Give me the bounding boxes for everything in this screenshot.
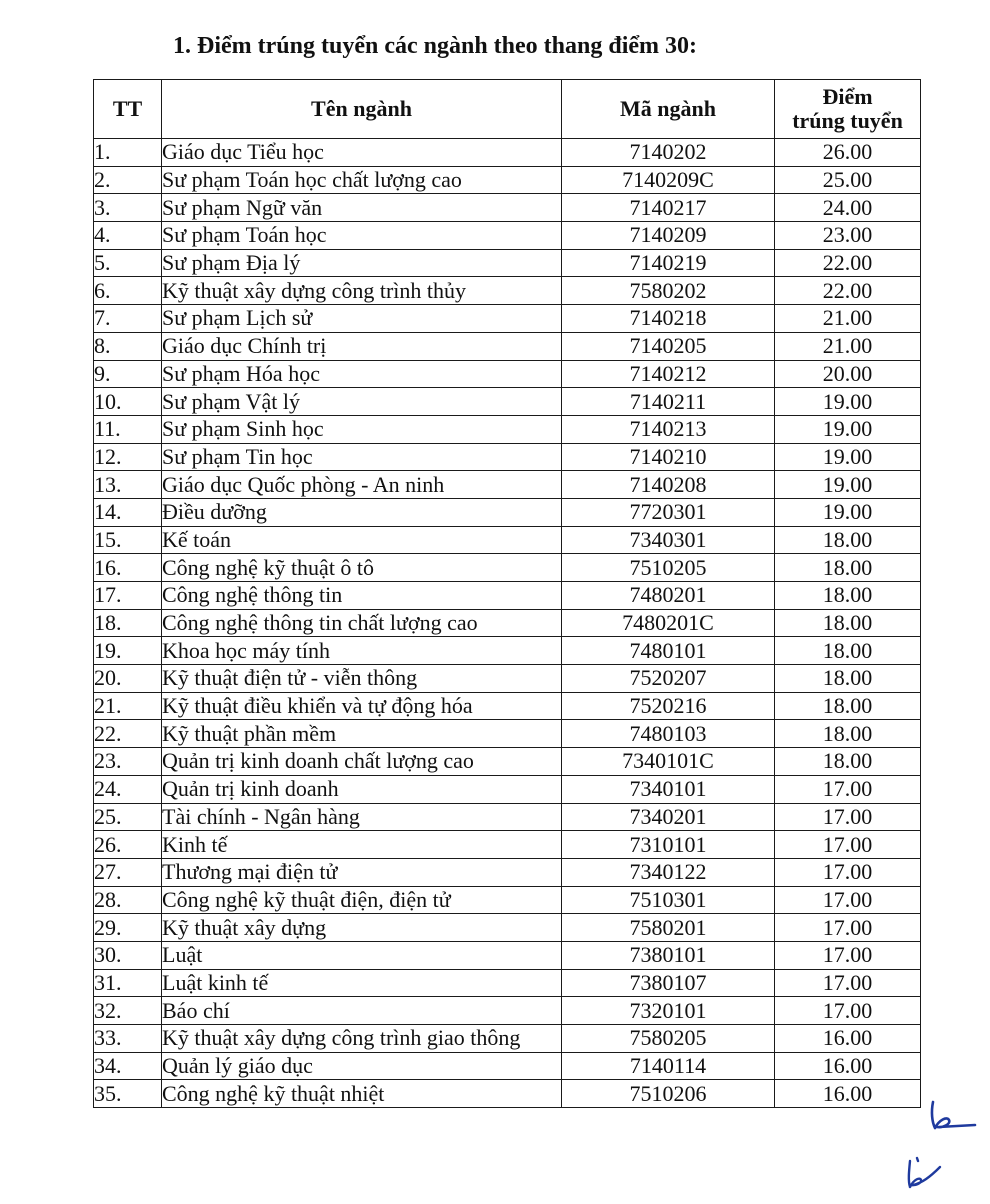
major-code: 7340201 <box>562 803 775 831</box>
admission-score: 22.00 <box>775 277 921 305</box>
major-code: 7480103 <box>562 720 775 748</box>
major-code: 7340101 <box>562 775 775 803</box>
table-row <box>94 775 921 803</box>
admission-score: 17.00 <box>775 775 921 803</box>
admission-score: 18.00 <box>775 526 921 554</box>
admission-score: 26.00 <box>775 139 921 167</box>
initial-mark-icon <box>925 1098 980 1138</box>
table-row <box>94 526 921 554</box>
table-row <box>94 720 921 748</box>
major-name: Sư phạm Vật lý <box>162 388 562 416</box>
initial-mark-small-icon <box>900 1155 950 1195</box>
major-name: Giáo dục Chính trị <box>162 332 562 360</box>
row-number: 3. <box>94 194 162 222</box>
major-code: 7140211 <box>562 388 775 416</box>
admission-score: 16.00 <box>775 1025 921 1053</box>
table-row <box>94 637 921 665</box>
admission-score: 17.00 <box>775 997 921 1025</box>
major-name: Quản trị kinh doanh <box>162 775 562 803</box>
header-score-line2: trúng tuyển <box>792 108 903 133</box>
row-number: 30. <box>94 941 162 969</box>
admission-score: 17.00 <box>775 969 921 997</box>
admission-score: 21.00 <box>775 332 921 360</box>
major-code: 7520207 <box>562 665 775 693</box>
major-name: Sư phạm Toán học chất lượng cao <box>162 166 562 194</box>
major-name: Quản trị kinh doanh chất lượng cao <box>162 748 562 776</box>
admission-score: 16.00 <box>775 1052 921 1080</box>
major-code: 7140208 <box>562 471 775 499</box>
table-row <box>94 305 921 333</box>
major-code: 7720301 <box>562 498 775 526</box>
major-code: 7140217 <box>562 194 775 222</box>
row-number: 20. <box>94 665 162 693</box>
major-code: 7380107 <box>562 969 775 997</box>
major-name: Khoa học máy tính <box>162 637 562 665</box>
admission-score: 21.00 <box>775 305 921 333</box>
row-number: 9. <box>94 360 162 388</box>
major-name: Thương mại điện tử <box>162 858 562 886</box>
major-name: Sư phạm Toán học <box>162 222 562 250</box>
admission-score: 18.00 <box>775 665 921 693</box>
major-code: 7140209C <box>562 166 775 194</box>
major-name: Giáo dục Quốc phòng - An ninh <box>162 471 562 499</box>
admission-score: 17.00 <box>775 803 921 831</box>
major-name: Giáo dục Tiểu học <box>162 139 562 167</box>
row-number: 35. <box>94 1080 162 1108</box>
row-number: 31. <box>94 969 162 997</box>
major-code: 7510301 <box>562 886 775 914</box>
row-number: 8. <box>94 332 162 360</box>
major-name: Kỹ thuật phần mềm <box>162 720 562 748</box>
major-name: Quản lý giáo dục <box>162 1052 562 1080</box>
row-number: 24. <box>94 775 162 803</box>
major-name: Công nghệ kỹ thuật điện, điện tử <box>162 886 562 914</box>
row-number: 34. <box>94 1052 162 1080</box>
admission-score: 25.00 <box>775 166 921 194</box>
major-name: Sư phạm Sinh học <box>162 415 562 443</box>
header-score <box>775 80 921 139</box>
admission-score: 18.00 <box>775 637 921 665</box>
table-row <box>94 914 921 942</box>
header-major-name: Tên ngành <box>162 80 562 139</box>
major-code: 7340101C <box>562 748 775 776</box>
row-number: 14. <box>94 498 162 526</box>
major-name: Sư phạm Tin học <box>162 443 562 471</box>
row-number: 13. <box>94 471 162 499</box>
table-row <box>94 997 921 1025</box>
table-row <box>94 609 921 637</box>
major-code: 7510206 <box>562 1080 775 1108</box>
major-name: Kế toán <box>162 526 562 554</box>
table-row <box>94 415 921 443</box>
table-row <box>94 969 921 997</box>
row-number: 17. <box>94 582 162 610</box>
table-row <box>94 166 921 194</box>
admission-score: 19.00 <box>775 388 921 416</box>
table-row <box>94 139 921 167</box>
row-number: 4. <box>94 222 162 250</box>
major-code: 7310101 <box>562 831 775 859</box>
row-number: 28. <box>94 886 162 914</box>
major-name: Công nghệ thông tin <box>162 582 562 610</box>
major-code: 7510205 <box>562 554 775 582</box>
major-name: Sư phạm Địa lý <box>162 249 562 277</box>
admission-score: 22.00 <box>775 249 921 277</box>
table-row <box>94 858 921 886</box>
row-number: 22. <box>94 720 162 748</box>
section-heading: 1. Điểm trúng tuyển các ngành theo thang điểm 30: <box>173 33 698 59</box>
major-name: Sư phạm Hóa học <box>162 360 562 388</box>
row-number: 1. <box>94 139 162 167</box>
major-code: 7480101 <box>562 637 775 665</box>
admission-score: 17.00 <box>775 831 921 859</box>
major-code: 7140218 <box>562 305 775 333</box>
row-number: 33. <box>94 1025 162 1053</box>
admission-score: 18.00 <box>775 720 921 748</box>
row-number: 23. <box>94 748 162 776</box>
row-number: 21. <box>94 692 162 720</box>
admission-score: 18.00 <box>775 609 921 637</box>
admission-score: 18.00 <box>775 748 921 776</box>
admission-score-table <box>93 79 921 1108</box>
admission-score: 17.00 <box>775 941 921 969</box>
row-number: 11. <box>94 415 162 443</box>
major-name: Kỹ thuật xây dựng <box>162 914 562 942</box>
major-code: 7140209 <box>562 222 775 250</box>
major-name: Luật <box>162 941 562 969</box>
table-row <box>94 277 921 305</box>
major-code: 7140219 <box>562 249 775 277</box>
table-row <box>94 443 921 471</box>
row-number: 10. <box>94 388 162 416</box>
table-row <box>94 388 921 416</box>
major-name: Sư phạm Lịch sử <box>162 305 562 333</box>
table-row <box>94 471 921 499</box>
row-number: 7. <box>94 305 162 333</box>
admission-score: 19.00 <box>775 471 921 499</box>
row-number: 2. <box>94 166 162 194</box>
row-number: 6. <box>94 277 162 305</box>
major-name: Công nghệ kỹ thuật ô tô <box>162 554 562 582</box>
major-code: 7580201 <box>562 914 775 942</box>
major-name: Sư phạm Ngữ văn <box>162 194 562 222</box>
major-name: Kỹ thuật xây dựng công trình thủy <box>162 277 562 305</box>
table-row <box>94 360 921 388</box>
major-code: 7480201 <box>562 582 775 610</box>
table-row <box>94 1080 921 1108</box>
row-number: 12. <box>94 443 162 471</box>
major-name: Tài chính - Ngân hàng <box>162 803 562 831</box>
table-row <box>94 803 921 831</box>
table-row <box>94 692 921 720</box>
major-code: 7140212 <box>562 360 775 388</box>
header-major-code: Mã ngành <box>562 80 775 139</box>
row-number: 26. <box>94 831 162 859</box>
major-code: 7380101 <box>562 941 775 969</box>
row-number: 19. <box>94 637 162 665</box>
major-name: Báo chí <box>162 997 562 1025</box>
major-code: 7140213 <box>562 415 775 443</box>
table-row <box>94 222 921 250</box>
major-name: Kỹ thuật xây dựng công trình giao thông <box>162 1025 562 1053</box>
admission-score: 18.00 <box>775 554 921 582</box>
table-row <box>94 498 921 526</box>
table-row <box>94 249 921 277</box>
table-row <box>94 886 921 914</box>
major-code: 7140114 <box>562 1052 775 1080</box>
table-row <box>94 1052 921 1080</box>
table-row <box>94 332 921 360</box>
table-row <box>94 941 921 969</box>
admission-score: 19.00 <box>775 498 921 526</box>
admission-score: 20.00 <box>775 360 921 388</box>
table-row <box>94 831 921 859</box>
row-number: 18. <box>94 609 162 637</box>
admission-score: 16.00 <box>775 1080 921 1108</box>
major-name: Công nghệ kỹ thuật nhiệt <box>162 1080 562 1108</box>
row-number: 29. <box>94 914 162 942</box>
major-code: 7340301 <box>562 526 775 554</box>
admission-score: 23.00 <box>775 222 921 250</box>
major-name: Kinh tế <box>162 831 562 859</box>
major-name: Kỹ thuật điện tử - viễn thông <box>162 665 562 693</box>
major-code: 7140202 <box>562 139 775 167</box>
major-code: 7140205 <box>562 332 775 360</box>
major-code: 7140210 <box>562 443 775 471</box>
major-name: Công nghệ thông tin chất lượng cao <box>162 609 562 637</box>
table-row <box>94 194 921 222</box>
major-name: Điều dưỡng <box>162 498 562 526</box>
row-number: 25. <box>94 803 162 831</box>
table-row <box>94 748 921 776</box>
table-header-row <box>94 80 921 139</box>
table-row <box>94 1025 921 1053</box>
header-tt: TT <box>94 80 162 139</box>
row-number: 16. <box>94 554 162 582</box>
major-code: 7340122 <box>562 858 775 886</box>
admission-score: 17.00 <box>775 886 921 914</box>
header-score-line1: Điểm <box>822 84 873 109</box>
table-row <box>94 554 921 582</box>
major-code: 7520216 <box>562 692 775 720</box>
table-row <box>94 665 921 693</box>
row-number: 5. <box>94 249 162 277</box>
admission-score: 24.00 <box>775 194 921 222</box>
admission-score: 18.00 <box>775 692 921 720</box>
major-code: 7480201C <box>562 609 775 637</box>
row-number: 27. <box>94 858 162 886</box>
admission-score: 18.00 <box>775 582 921 610</box>
major-code: 7580202 <box>562 277 775 305</box>
major-code: 7320101 <box>562 997 775 1025</box>
table-row <box>94 582 921 610</box>
row-number: 32. <box>94 997 162 1025</box>
row-number: 15. <box>94 526 162 554</box>
major-code: 7580205 <box>562 1025 775 1053</box>
major-name: Luật kinh tế <box>162 969 562 997</box>
admission-score: 17.00 <box>775 858 921 886</box>
admission-score: 19.00 <box>775 443 921 471</box>
admission-score: 19.00 <box>775 415 921 443</box>
major-name: Kỹ thuật điều khiển và tự động hóa <box>162 692 562 720</box>
admission-score: 17.00 <box>775 914 921 942</box>
table-body <box>94 139 921 1108</box>
